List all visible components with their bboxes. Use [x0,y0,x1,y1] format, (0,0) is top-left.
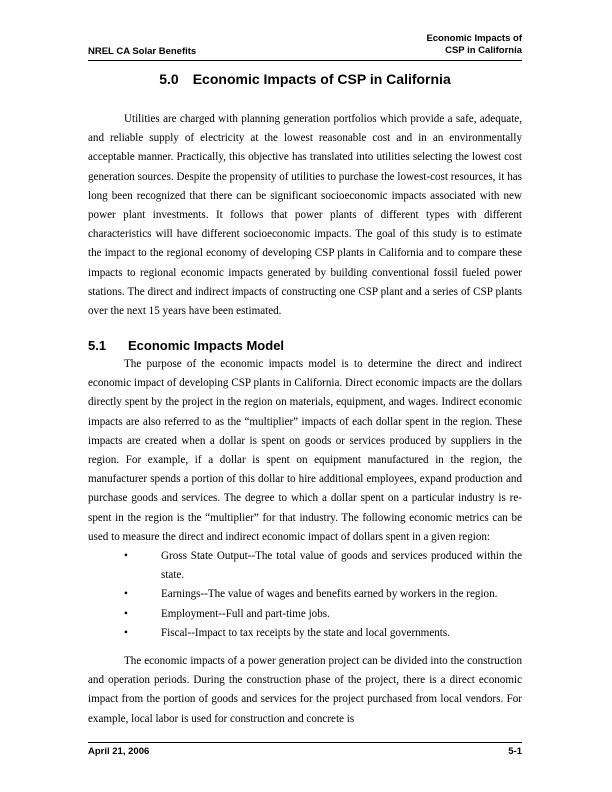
bullet-icon: • [124,588,128,601]
bullet-icon: • [124,550,128,562]
section-title: Economic Impacts of CSP in California [192,71,451,87]
footer-date: April 21, 2006 [88,746,150,757]
header-chapter-title [426,33,522,57]
footer-rule [88,742,522,743]
header-chapter-line1: Economic Impacts of [426,33,522,44]
list-item [88,585,522,604]
metrics-list [88,547,522,643]
bullet-icon: • [124,607,128,620]
list-item [88,624,522,643]
list-item-text: Earnings--The value of wages and benefits earned by workers in the region. [161,588,498,601]
subsection-title: Economic Impacts Model [128,338,285,353]
list-item [88,547,522,585]
header-report-title: NREL CA Solar Benefits [88,46,197,57]
header-rule [88,60,522,61]
bullet-icon: • [124,626,128,639]
list-item [88,605,522,624]
purpose-paragraph: The purpose of the economic impacts model is to determine the direct and indirect economic impact of developing CSP plants in California. Direct economic impacts are the dollars directly spent by the project in the region on materials, equipment, and wages. Indirect economic impacts are also referred to as the “multiplier” impacts of each dollar spent in the region. These impacts are created when a dollar is spent on goods or services produced by suppliers in the region. For example, if a dollar is spent on equipment manufactured in the region, the manufacturer spends a portion of this dollar to hire additional employees, expand production and purchase goods and services. The degree to which a dollar spent on a particular industry is re-spent in the region is the “multiplier” for that industry. The following economic metrics can be used to measure the direct and indirect economic impact of dollars spent in a given region: [88,358,522,543]
list-item-text: Fiscal--Impact to tax receipts by the state and local governments. [161,626,450,639]
construction-paragraph: The economic impacts of a power generation project can be divided into the construction and operation periods. During the construction phase of the project, there is a direct economic impact from the portion of goods and services for the project purchased from local vendors. For example, local labor is used for construction and concrete is [88,655,522,725]
list-item-text: Employment--Full and part-time jobs. [161,607,330,620]
header-chapter-line2: CSP in California [445,45,522,56]
subsection-number: 5.1 [88,338,107,353]
intro-paragraph: Utilities are charged with planning generation portfolios which provide a safe, adequate, and reliable supply of electricity at the lowest reasonable cost and in an environmentally acceptable manner. Practically, this objective has translated into utilities selecting the lowest cost generation sources. Despite the propensity of utilities to purchase the lowest-cost resources, it has long been recognized that there can be significant socioeconomic impacts associated with new power plant investments. It follows that power plants of different types with different characteristics will have different socioeconomic impacts. The goal of this study is to estimate the impact to the regional economy of developing CSP plants in California and to compare these impacts to regional economic impacts generated by building conventional fossil fueled power stations. The direct and indirect impacts of constructing one CSP plant and a series of CSP plants over the next 15 years have been estimated. [88,113,522,318]
subsection-heading [88,338,284,353]
list-item-text: Gross State Output--The total value of goods and services produced within the state. [161,550,522,582]
section-number: 5.0 [159,71,179,87]
page-number: 5-1 [508,746,522,757]
section-heading [88,71,522,87]
